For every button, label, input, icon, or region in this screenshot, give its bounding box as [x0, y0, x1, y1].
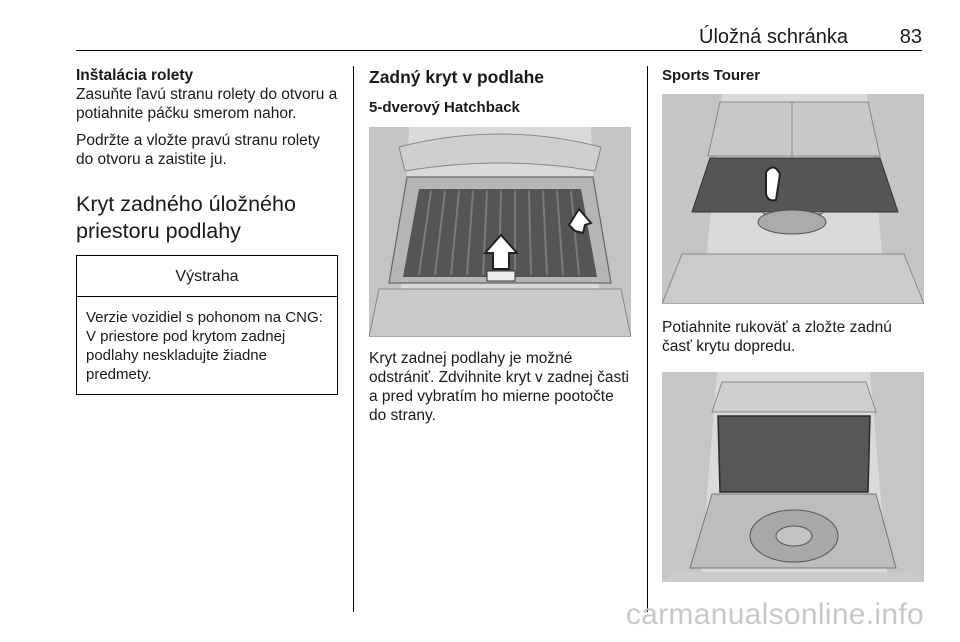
sports-tourer-paragraph-line-2: časť krytu dopredu. [662, 338, 796, 355]
warning-title: Výstraha [77, 256, 337, 297]
column-3 [662, 66, 926, 582]
column-divider-1 [353, 66, 354, 612]
column-divider-2 [647, 66, 648, 612]
column-2 [369, 66, 634, 425]
warning-text: Verzie vozidiel s pohonom na CNG: V priestore pod krytom zadnej podlahy neskladujte žiadne predmety. [86, 309, 323, 383]
hatchback-paragraph-line-3: a pred vybratím ho mierne pootočte [369, 388, 614, 405]
section-heading [76, 191, 338, 245]
sports-tourer-handle-illustration [662, 94, 924, 304]
column-1 [76, 66, 338, 395]
page-header [76, 26, 922, 51]
sports-tourer-folded-cover-illustration [662, 372, 924, 582]
floor-cover-heading: Zadný kryt v podlahe [369, 67, 545, 87]
hatchback-paragraph [369, 349, 634, 425]
hatchback-paragraph-line-1: Kryt zadnej podlahy je možné [369, 350, 573, 367]
installation-subheading: Inštalácia rolety [76, 67, 194, 84]
installation-paragraph-1: Zasuňte ľavú stranu rolety do otvoru a potiahnite páčku smerom nahor. [76, 86, 338, 122]
hatchback-paragraph-line-4: do strany. [369, 407, 436, 424]
page-number: 83 [899, 26, 922, 48]
hatchback-paragraph-line-2: odstrániť. Zdvihnite kryt v zadnej časti [369, 369, 629, 386]
section-heading-line-2: priestoru podlahy [76, 219, 241, 243]
sports-tourer-subheading: Sports Tourer [662, 67, 761, 84]
sports-tourer-paragraph [662, 318, 926, 356]
installation-paragraph-2: Podržte a vložte pravú stranu rolety do otvoru a zaistite ju. [76, 132, 320, 168]
hatchback-trunk-illustration [369, 127, 631, 337]
hatchback-subheading: 5-dverový Hatchback [369, 99, 520, 116]
warning-box [76, 255, 338, 395]
section-heading-line-1: Kryt zadného úložného [76, 192, 296, 216]
watermark: carmanualsonline.info [625, 598, 924, 631]
chapter-title: Úložná schránka [699, 26, 848, 48]
sports-tourer-paragraph-line-1: Potiahnite rukoväť a zložte zadnú [662, 319, 892, 336]
